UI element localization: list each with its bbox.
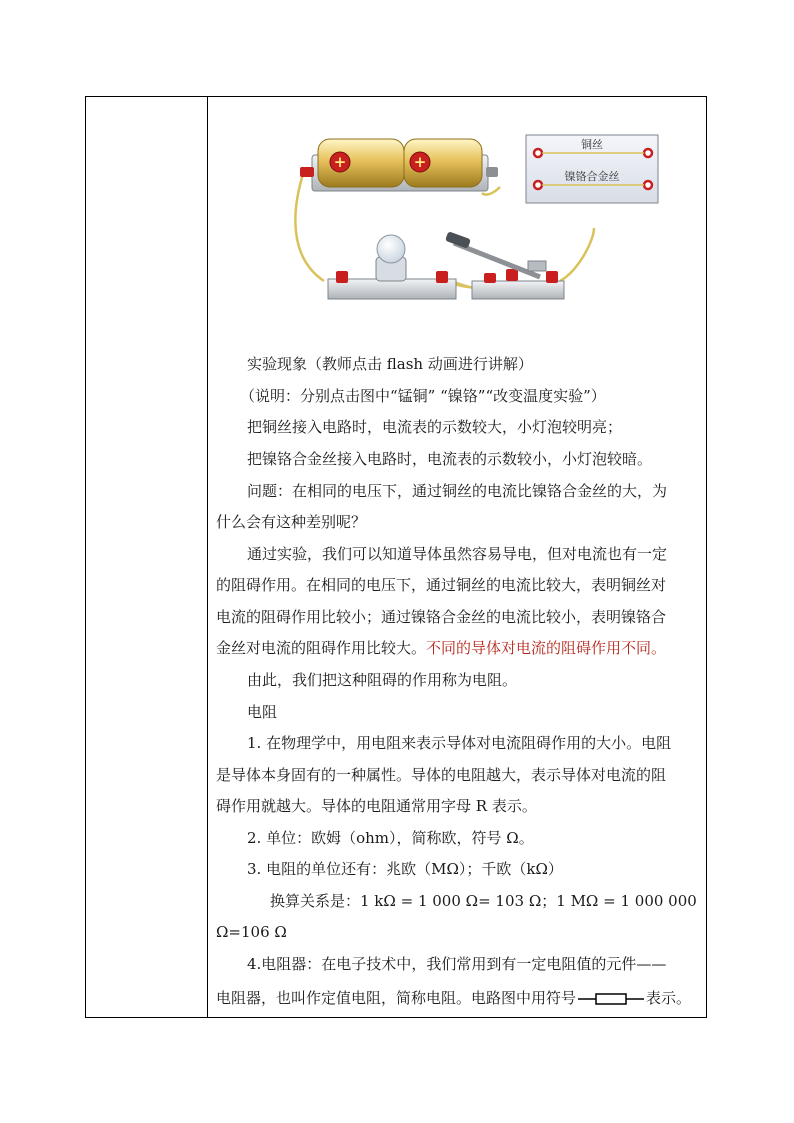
point-1-line-1: 1. 在物理学中，用电阻来表示导体对电流阻碍作用的大小。电阻 [247,734,672,752]
point-3-units: 3. 电阻的单位还有：兆欧（MΩ）；千欧（kΩ） [247,860,563,878]
question-line-2: 什么会有这种差别呢？ [216,513,367,531]
table-left-column [86,97,208,1017]
svg-text:+: + [333,153,347,171]
conversion-line-2: Ω=106 Ω [216,923,287,941]
resistor-symbol-icon [578,991,644,1007]
observation-nichrome: 把镍铬合金丝接入电路时，电流表的示数较小，小灯泡较暗。 [247,450,653,468]
point-2-unit: 2. 单位：欧姆（ohm），简称欧，符号 Ω。 [247,829,534,847]
resistance-wire-board [526,135,658,203]
point-4-line-2 [216,988,691,1008]
battery-holder [300,139,498,191]
paragraph-line-3: 电流的阻碍作用比较小；通过镍铬合金丝的电流比较小，表明镍铬合 [216,608,667,626]
point-4-line-2-text: 电阻器，也叫作定值电阻，简称电阻。电路图中用符号 [216,989,577,1007]
paragraph-line-2: 的阻碍作用。在相同的电压下，通过铜丝的电流比较大，表明铜丝对 [216,576,667,594]
copper-wire-label[interactable]: 铜丝 [581,138,603,151]
section-heading-resistance: 电阻 [247,703,278,721]
question-line-1: 问题：在相同的电压下，通过铜丝的电流比镍铬合金丝的大，为 [247,482,668,500]
paragraph-line-1: 通过实验，我们可以知道导体虽然容易导电，但对电流也有一定 [247,545,668,563]
paragraph-line-4-plain: 金丝对电流的阻碍作用比较大。 [216,639,427,657]
point-4-line-1: 4.电阻器：在电子技术中，我们常用到有一定电阻值的元件—— [247,955,667,973]
paragraph-line-4 [216,638,666,658]
point-1-line-2: 是导体本身固有的一种属性。导体的电阻越大，表示导体对电流的阻 [216,766,667,784]
point-4-line-2-end: 表示。 [646,989,692,1007]
definition-intro: 由此，我们把这种阻碍的作用称为电阻。 [247,671,518,689]
table-right-column [208,97,706,1017]
switch [445,231,564,299]
lamp [328,235,456,299]
note-line: （说明：分别点击图中“锰铜” “镍铬”“改变温度实验”） [240,387,606,405]
wire-switch-to-board [560,228,594,281]
key-conclusion: 不同的导体对电流的阻碍作用不同。 [426,639,667,657]
lesson-table [85,96,707,1018]
conversion-line-1: 换算关系是：1 kΩ = 1 000 Ω= 103 Ω；1 MΩ = 1 000 000 [270,892,697,910]
nichrome-wire-label[interactable]: 镍铬合金丝 [564,170,620,183]
point-1-line-3: 碍作用就越大。导体的电阻通常用字母 R 表示。 [216,797,537,815]
circuit-diagram[interactable] [256,131,620,306]
experiment-phenomenon-heading: 实验现象（教师点击 flash 动画进行讲解） [247,355,533,373]
svg-text:+: + [413,153,427,171]
observation-copper: 把铜丝接入电路时，电流表的示数较大，小灯泡较明亮； [247,418,623,436]
